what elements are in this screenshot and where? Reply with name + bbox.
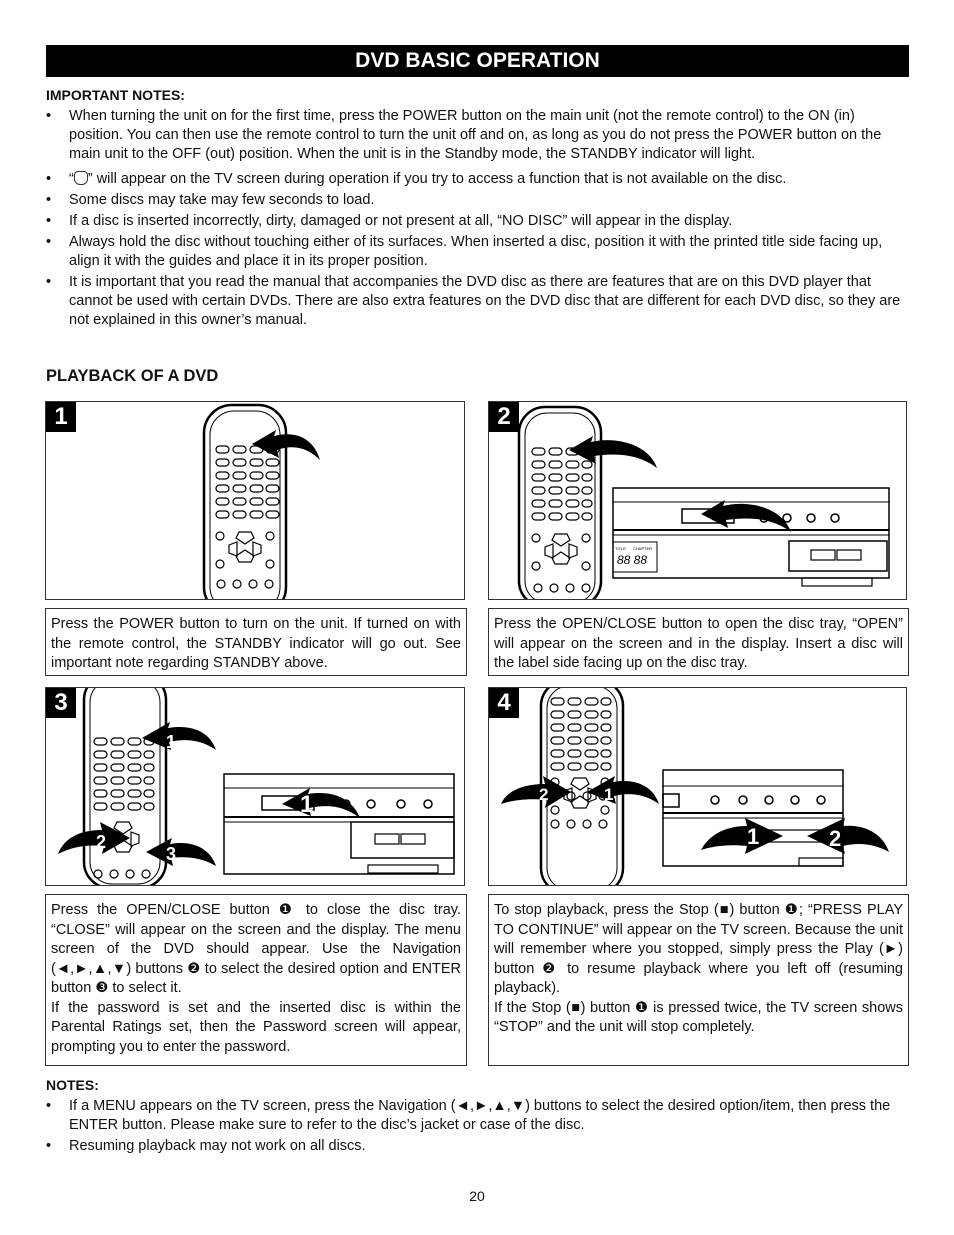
list-item: • When turning the unit on for the first time, press the POWER button on the main unit (not the remote control) to the ON (in) position. You can then use the remote control to turn the unit off and on, as long as you do not press the POWER button on the main unit to the OFF (out) position. When the unit is in the Standby mode, the STANDBY indicator will light. [46, 107, 908, 164]
hand-prohibited-icon [74, 171, 88, 185]
display-title-label: TITLE [615, 546, 626, 551]
section-banner: DVD BASIC OPERATION [46, 45, 909, 77]
list-item: • Always hold the disc without touching either of its surfaces. When inserted a disc, position it with the printed title side facing up, align it with the guides and place it in its proper position. [46, 233, 908, 271]
step-4-illustration [488, 687, 907, 886]
list-item: • Some discs may take may few seconds to load. [46, 191, 908, 210]
step-1-illustration [45, 401, 465, 600]
display-chapter-label: CHAPTER [633, 546, 653, 551]
page-number: 20 [469, 1188, 485, 1204]
step-number: 1 [46, 402, 76, 432]
callout-number: 1 [604, 785, 614, 804]
list-item: • “ ” will appear on the TV screen during operation if you try to access a function that is not available on the disc. [46, 170, 908, 189]
list-item: • Resuming playback may not work on all discs. [46, 1137, 908, 1156]
callout-number: 1 [166, 732, 177, 752]
step-number: 3 [46, 688, 76, 718]
notes-list [46, 1097, 908, 1158]
callout-number: 1 [300, 791, 314, 818]
remote-and-player-icon [489, 688, 907, 886]
list-item: • If a MENU appears on the TV screen, press the Navigation (◄,►,▲,▼) buttons to select the desired option/item, then press the ENTER button. Please make sure to refer to the disc’s jacket or case of the disc. [46, 1097, 908, 1135]
playback-heading: PLAYBACK OF A DVD [46, 367, 219, 385]
callout-number: 2 [96, 832, 107, 852]
remote-and-player-icon [46, 688, 465, 886]
important-notes-heading: IMPORTANT NOTES: [46, 87, 185, 103]
remote-control-icon [46, 402, 465, 600]
step-3-illustration [45, 687, 465, 886]
important-notes-list [46, 107, 908, 332]
step-number: 2 [489, 402, 519, 432]
callout-number: 1 [747, 824, 760, 849]
callout-number: 2 [539, 785, 549, 804]
callout-number: 3 [166, 844, 177, 864]
dvd-player-icon [489, 402, 907, 600]
step-2-illustration [488, 401, 907, 600]
callout-number: 2 [829, 826, 842, 851]
step-4-description: To stop playback, press the Stop (■) button ❶; “PRESS PLAY TO CONTINUE” will appear on the TV screen. Because the unit will remember where you stopped, simply press the Play (►) button ❷ to resume playback where you left off (resuming playback). If the Stop (■) button ❶ is pressed twice, the TV screen shows “STOP” and the unit will stop completely. [488, 894, 909, 1066]
list-item: • It is important that you read the manual that accompanies the DVD disc as there are features that are on this DVD player that cannot be used with certain DVDs. There are also extra features on the DVD disc that are different for each DVD disc, so they are not explained in this owner’s manual. [46, 273, 908, 330]
step-2-description: Press the OPEN/CLOSE button to open the disc tray, “OPEN” will appear on the screen and in the display. Insert a disc will the label side facing up on the disc tray. [488, 608, 909, 676]
list-item: • If a disc is inserted incorrectly, dirty, damaged or not present at all, “NO DISC” will appear in the display. [46, 212, 908, 231]
step-1-description: Press the POWER button to turn on the unit. If turned on with the remote control, the STANDBY indicator will go out. See important note regarding STANDBY above. [45, 608, 467, 676]
step-number: 4 [489, 688, 519, 718]
notes-heading: NOTES: [46, 1077, 99, 1093]
step-3-description: Press the OPEN/CLOSE button ❶ to close the disc tray. “CLOSE” will appear on the screen and the display. The menu screen of the DVD should appear. Use the Navigation (◄,►,▲,▼) buttons ❷ to select the desired option and ENTER button ❸ to select it. If the password is set and the inserted disc is within the Parental Ratings set, then the Password screen will appear, prompting you to enter the password. [45, 894, 467, 1066]
display-digits: 88 88 [617, 553, 648, 567]
